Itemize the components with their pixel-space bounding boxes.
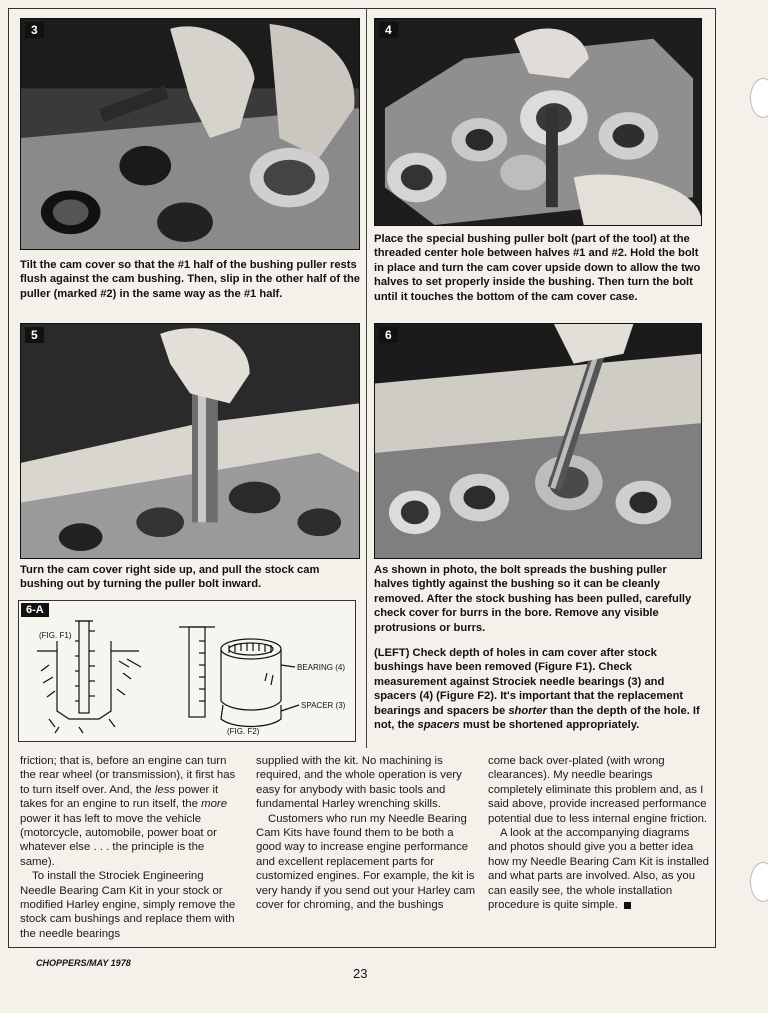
binder-hole-bottom: [750, 862, 768, 902]
photo-4-image: [375, 19, 701, 225]
body-column-1: [20, 754, 242, 941]
body-emphasis-less: less: [154, 783, 176, 796]
figure-caption-part2: than the depth of the hole. If not, the: [374, 704, 700, 732]
photo-3: [20, 18, 360, 250]
fig-f1-label: (FIG. F1): [39, 631, 72, 640]
body-column-2: [256, 754, 478, 912]
photo-6-number: 6: [379, 327, 398, 343]
body-col1-paragraph-1: [20, 754, 242, 869]
figure-6a: [18, 600, 356, 742]
binder-hole-top: [750, 78, 768, 118]
figure-caption-emphasis-spacers: spacers: [417, 719, 460, 732]
photo-3-caption: Tilt the cam cover so that the #1 half of the bushing puller rests flush against the cam bushing. Then, slip in the other half of the puller (marked #2) in the same way as the #1 half.: [20, 259, 360, 300]
photo-6-image: [375, 324, 701, 558]
page-number: 23: [353, 966, 368, 981]
photo-5-image: [21, 324, 359, 558]
body-text: friction; that is, before an engine can turn the rear wheel (or transmission), it first has to turn itself over. And, the: [20, 755, 236, 796]
spacer-label: SPACER (3): [301, 701, 346, 710]
photo-5: [20, 323, 360, 559]
body-col1-paragraph-2: To install the Strociek Engineering Needle Bearing Cam Kit in your stock or modified Harley engine, simply remove the stock cam bushings and replace them with the needle bearings: [20, 870, 236, 940]
figure-6a-caption: [374, 646, 704, 732]
photo-5-number: 5: [25, 327, 44, 343]
photo-6: [374, 323, 702, 559]
photo-3-image: [21, 19, 359, 249]
end-of-article-mark: [624, 902, 631, 909]
body-col3-paragraph-2: [488, 826, 710, 912]
photo-6-caption: As shown in photo, the bolt spreads the bushing puller halves tightly against the bushing so it can be cleanly removed. After the stock bushing has been pulled, carefully check cover for burrs in the bore. Remove any visible protrusions or burrs.: [374, 564, 692, 634]
photo-3-number: 3: [25, 22, 44, 38]
figure-6a-drawing: [19, 601, 357, 743]
fig-f2-label: (FIG. F2): [227, 727, 260, 736]
body-col2-paragraph-1: supplied with the kit. No machining is required, and the whole operation is very easy for anybody with basic tools and fundamental Harley wrenching skills.: [256, 755, 462, 811]
body-column-3: [488, 754, 710, 912]
photo-4-caption: Place the special bushing puller bolt (part of the tool) at the threaded center hole between halves #1 and #2. Hold the bolt in place and turn the cam cover upside down to allow the two halves to set properly inside the bushing. Then turn the bolt until it touches the bottom of the cam cover case.: [374, 233, 701, 303]
figure-tag: 6-A: [21, 603, 49, 617]
body-text: power it has left to move the vehicle (motorcycle, automobile, power boat or whatever else . . . the principle is the same).: [20, 812, 217, 868]
body-col3-paragraph-1: come back over-plated (with wrong clearances). My needle bearings completely eliminate this problem and, as I said above, provide increased performance potential due to less internal engine friction.: [488, 755, 708, 825]
bearing-label: BEARING (4): [297, 663, 346, 672]
body-text: A look at the accompanying diagrams and photos should give you a better idea how my Needle Bearing Cam Kit is installed and what parts are involved. Also, as you can easily see, the whole installation procedure is quite simple.: [488, 827, 709, 912]
photo-4: [374, 18, 702, 226]
photo-5-caption: Turn the cam cover right side up, and pull the stock cam bushing out by turning the puller bolt inward.: [20, 564, 320, 591]
magazine-footer: CHOPPERS/MAY 1978: [36, 958, 131, 968]
body-emphasis-more: more: [201, 798, 228, 811]
photo-4-number: 4: [379, 22, 398, 38]
figure-caption-emphasis-shorter: shorter: [508, 704, 547, 717]
body-text: power it takes for an engine to run itself, the: [20, 783, 219, 811]
body-col2-paragraph-2: Customers who run my Needle Bearing Cam Kits have found them to be both a good way to increase engine performance and excellent replacement parts for customized engines. For example, the kit is very handy if you send out your Harley cam cover for chroming, and the bushings: [256, 812, 476, 912]
column-rule: [366, 8, 367, 748]
figure-caption-part1: (LEFT) Check depth of holes in cam cover after stock bushings have been removed (Figure F1). Check measurement against Strociek needle bearings (3) and spacers (4) (Figure F2). It's important that the replacement bearings and spacers be: [374, 647, 684, 717]
figure-caption-part3: must be shortened appropriately.: [459, 719, 640, 732]
